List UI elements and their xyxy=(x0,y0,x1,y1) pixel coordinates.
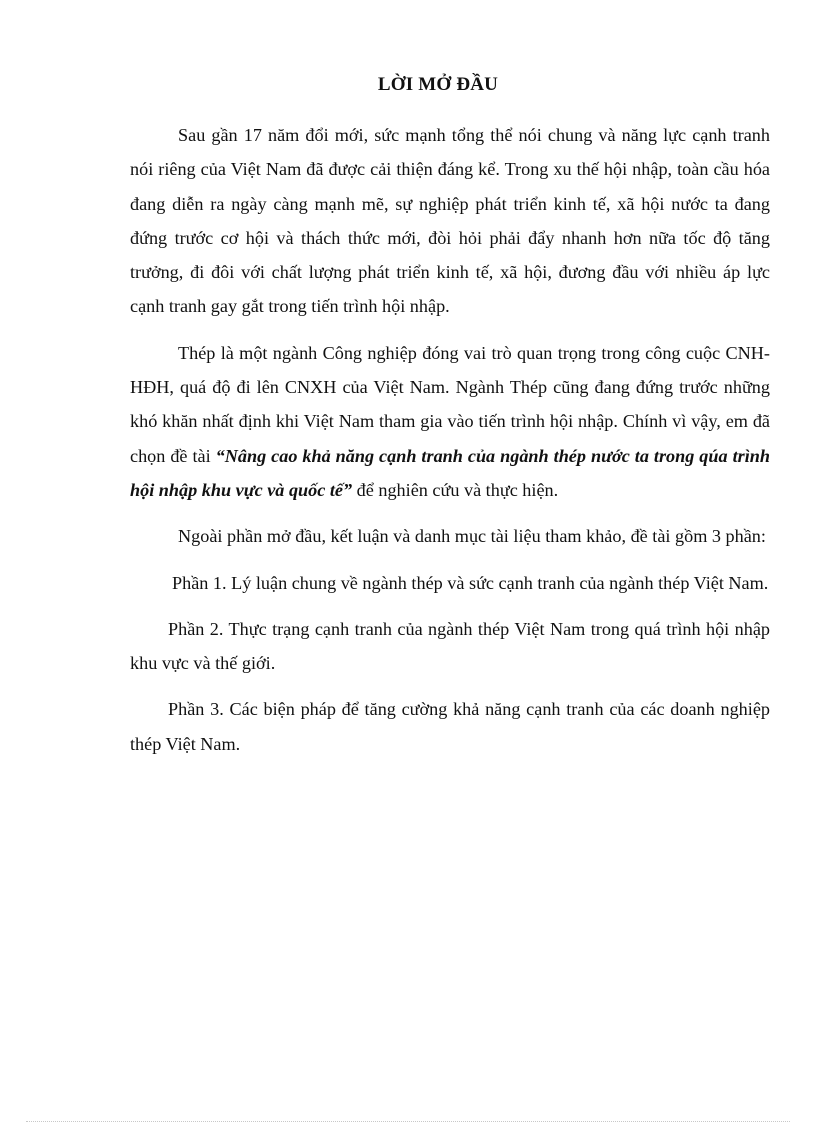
part-2: Phần 2. Thực trạng cạnh tranh của ngành thép Việt Nam trong quá trình hội nhập khu vực và thế giới. xyxy=(130,618,770,674)
paragraph-intro: Sau gần 17 năm đổi mới, sức mạnh tổng thể nói chung và năng lực cạnh tranh nói riêng của Việt Nam đã được cải thiện đáng kể. Trong xu thế hội nhập, toàn cầu hóa đang diễn ra ngày càng mạnh mẽ, sự nghiệp phát triển kinh tế, xã hội nước ta đang đứng trước cơ hội và thách thức mới, đòi hỏi phải đẩy nhanh hơn nữa tốc độ tăng trưởng, đi đôi với chất lượng phát triển kinh tế, xã hội, đương đầu với nhiều áp lực cạnh tranh gay gắt trong tiến trình hội nhập. xyxy=(130,125,770,317)
document-body xyxy=(130,118,770,773)
page-bottom-divider xyxy=(26,1121,790,1122)
paragraph-topic-tail: để nghiên cứu và thực hiện. xyxy=(352,479,559,500)
paragraph-structure: Ngoài phần mở đầu, kết luận và danh mục tài liệu tham khảo, đề tài gồm 3 phần: xyxy=(178,526,766,547)
topic-title-emphasis: “Nâng cao khả năng cạnh tranh của ngành thép nước ta trong qúa trình hội nhập khu vực và quốc tế” xyxy=(130,445,770,500)
page-title: LỜI MỞ ĐẦU xyxy=(377,74,499,95)
part-3: Phần 3. Các biện pháp để tăng cường khả năng cạnh tranh của các doanh nghiệp thép Việt Nam. xyxy=(130,699,770,754)
part-1: Phần 1. Lý luận chung về ngành thép và sức cạnh tranh của ngành thép Việt Nam. xyxy=(172,572,769,593)
paragraph-topic xyxy=(130,336,770,507)
paragraph-topic-lead: Thép là một ngành Công nghiệp đóng vai trò quan trọng trong công cuộc CNH-HĐH, quá độ đi lên CNXH của Việt Nam. Ngành Thép cũng đang đứng trước những khó khăn nhất định khi Việt Nam tham gia vào tiến trình hội nhập. Chính vì vậy, em đã chọn đề tài xyxy=(130,342,770,466)
